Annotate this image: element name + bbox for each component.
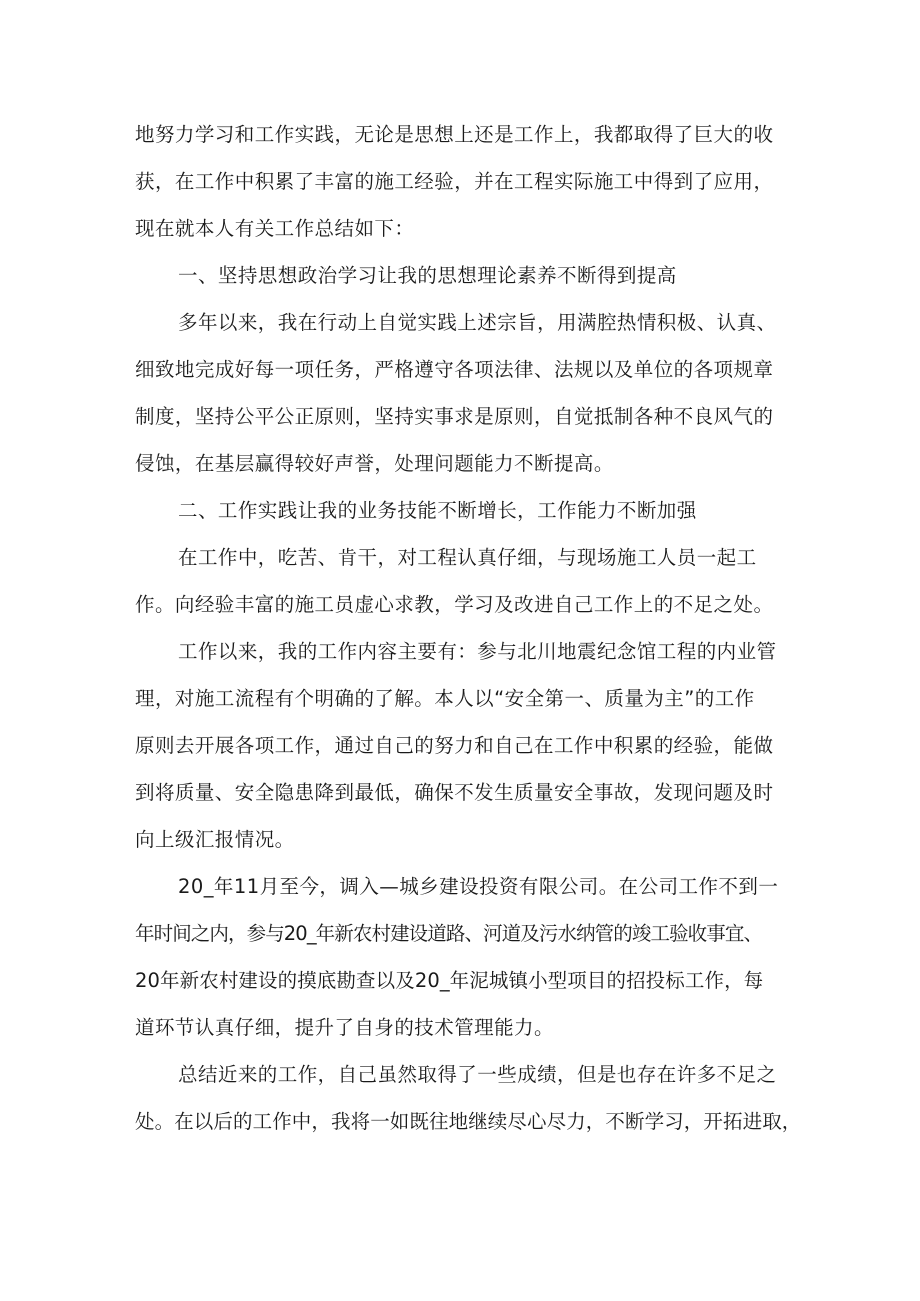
text-line: 制度，坚持公平公正原则，坚持实事求是原则，自觉抵制各种不良风气的 [135, 405, 774, 428]
text-line: 侵蚀，在基层赢得较好声誉，处理问题能力不断提高。 [135, 452, 614, 475]
text-line: 原则去开展各项工作，通过自己的努力和自己在工作中积累的经验，能做 [135, 734, 774, 757]
text-line: 地努力学习和工作实践，无论是思想上还是工作上，我都取得了巨大的收 [135, 123, 774, 146]
text-line: 处。在以后的工作中，我将一如既往地继续尽心尽力，不断学习，开拓进取， [135, 1110, 802, 1133]
text-line: 理，对施工流程有个明确的了解。本人以“安全第一、质量为主”的工作 [135, 687, 755, 710]
text-line: 向上级汇报情况。 [135, 828, 295, 851]
text-line: 工作以来，我的工作内容主要有：参与北川地震纪念馆工程的内业管 [178, 640, 777, 663]
text-line: 20年新农村建设的摸底勘查以及20_年泥城镇小型项目的招投标工作，每 [135, 969, 764, 992]
text-line: 年时间之内，参与20_年新农村建设道路、河道及污水纳管的竣工验收事宜、 [135, 922, 763, 945]
text-line: 到将质量、安全隐患降到最低，确保不发生质量安全事故，发现问题及时 [135, 781, 774, 804]
text-line: 现在就本人有关工作总结如下： [135, 217, 415, 240]
text-line: 细致地完成好每一项任务，严格遵守各项法律、法规以及单位的各项规章 [135, 358, 774, 381]
text-line: 20_年11月至今，调入—城乡建设投资有限公司。在公司工作不到一 [178, 875, 779, 898]
text-line: 获，在工作中积累了丰富的施工经验，并在工程实际施工中得到了应用， [135, 170, 774, 193]
section-heading: 一、坚持思想政治学习让我的思想理论素养不断得到提高 [178, 264, 677, 287]
text-line: 多年以来，我在行动上自觉实践上述宗旨，用满腔热情积极、认真、 [178, 311, 777, 334]
section-heading: 二、工作实践让我的业务技能不断增长，工作能力不断加强 [178, 499, 697, 522]
text-line: 总结近来的工作，自己虽然取得了一些成绩，但是也存在许多不足之 [178, 1063, 777, 1086]
text-line: 作。向经验丰富的施工员虚心求教，学习及改进自己工作上的不足之处。 [135, 593, 774, 616]
text-line: 在工作中，吃苦、肯干，对工程认真仔细，与现场施工人员一起工 [178, 546, 757, 569]
text-line: 道环节认真仔细，提升了自身的技术管理能力。 [135, 1016, 554, 1039]
